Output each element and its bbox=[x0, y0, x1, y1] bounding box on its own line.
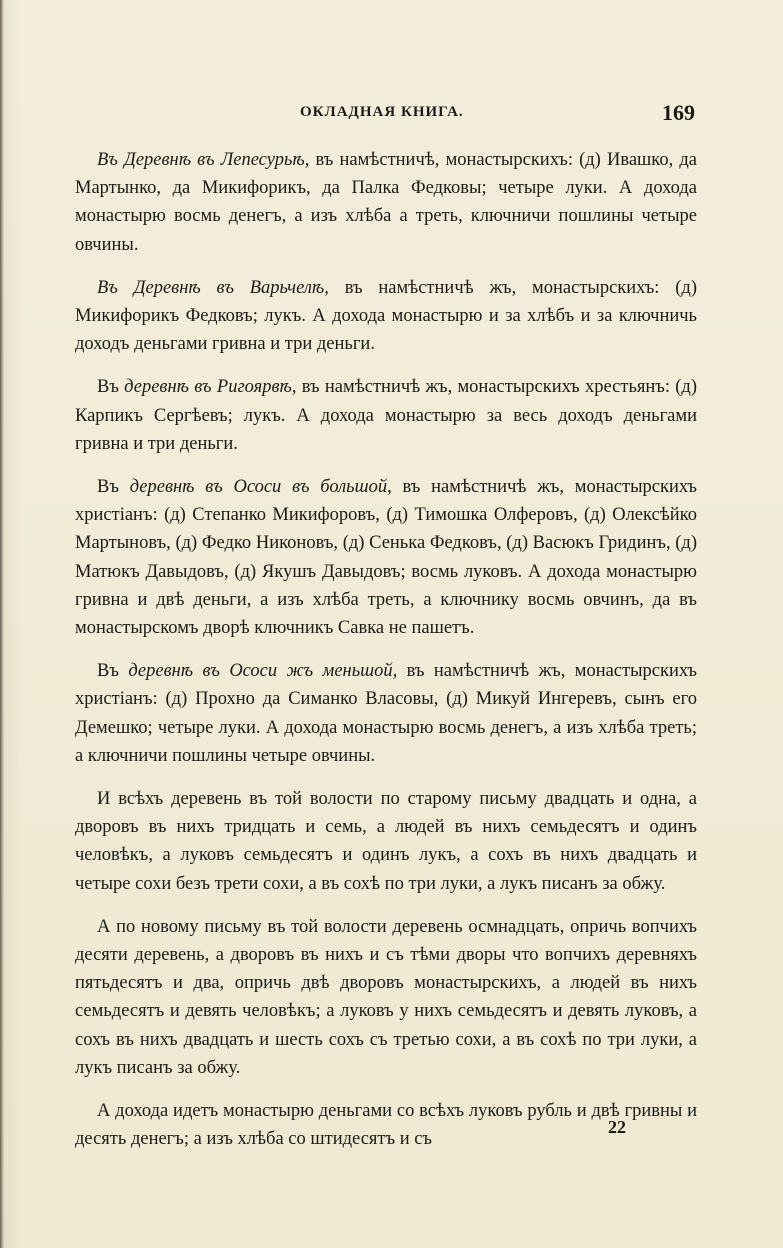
paragraph-text: въ намѣстничѣ жъ, монастырскихъ христіанъ: (д) Степанко Микифоровъ, (д) Тимошка Олферовъ, (д) Олексѣйко Мартыновъ, (д) Федко Никоновъ, (д) Сенька Федковъ, (д) Васюкъ Гридинъ, (д) Матюкъ Давыдовъ, (д) Якушъ Давыдовъ; восмь луковъ. А дохода монастырю гривна и двѣ деньги, а изъ хлѣба треть, а ключнику восмь овчинъ, да въ монастырскомъ дворѣ ключникъ Савка не пашетъ. bbox=[75, 477, 697, 639]
paragraph-italic-heading: Въ Деревнѣ въ Варьчелѣ, bbox=[97, 277, 329, 298]
paragraph bbox=[75, 274, 697, 359]
paragraph-text: въ намѣстничѣ жъ, монастырскихъ хрестьянъ: (д) Карпикъ Сергѣевъ; лукъ. А дохода монастырю за весь доходъ деньгами гривна и три деньги. bbox=[75, 377, 697, 454]
paragraph bbox=[75, 473, 697, 642]
paragraph-text: А дохода идетъ монастырю деньгами со всѣхъ луковъ рубль и двѣ гривны и десять денегъ; а изъ хлѣба со штидесятъ и съ bbox=[75, 1101, 697, 1150]
page-binding-edge bbox=[0, 0, 4, 1248]
paragraph bbox=[75, 146, 697, 259]
paragraph-lead: Въ bbox=[97, 477, 130, 498]
paragraph-text: въ намѣстничѣ, монастырскихъ: (д) Ивашко, да Мартынко, да Микифорикъ, да Палка Федковы; четыре луки. А дохода монастырю восмь денегъ, а изъ хлѣба а треть, ключничи пошлины четыре овчины. bbox=[75, 150, 697, 255]
signature-mark: 22 bbox=[608, 1117, 626, 1137]
page-header bbox=[75, 100, 695, 132]
paragraph-lead: Въ bbox=[97, 377, 125, 398]
paragraph-italic-heading: Въ Деревнѣ въ Лепесурьѣ, bbox=[97, 150, 310, 170]
paragraph-text: въ намѣстничѣ жъ, монастырскихъ христіанъ: (д) Прохно да Симанко Власовы, (д) Микуй Ингеревъ, сынъ его Демешко; четыре луки. А дохода монастырю восмь денегъ, а изъ хлѣба треть; а ключничи пошлины четыре овчины. bbox=[75, 661, 697, 766]
paragraph-text: А по новому письму въ той волости деревень осмнадцать, опричь вопчихъ десяти деревень, а дворовъ въ нихъ и съ тѣми дворы что вопчихъ деревняхъ пятьдесятъ и два, опричь двѣ дворовъ монастырскихъ, а людей въ нихъ семьдесятъ и девять человѣкъ; а луковъ у нихъ семьдесятъ и девять луковъ, а сохъ въ нихъ двадцать и шесть сохъ съ третью сохи, а въ сохѣ по три луки, а лукъ писанъ за обжу. bbox=[75, 916, 697, 1078]
paragraph bbox=[75, 913, 697, 1082]
paragraph-italic-heading: деревнѣ въ Ососи жъ меньшой, bbox=[128, 661, 398, 682]
page-number: 169 bbox=[662, 100, 695, 125]
paragraph-italic-heading: деревнѣ въ Ригоярвѣ, bbox=[124, 377, 297, 398]
paragraph-italic-heading: деревнѣ въ Ососи въ большой, bbox=[129, 477, 392, 498]
paragraph bbox=[75, 373, 697, 458]
paragraph-text: въ намѣстничѣ жъ, монастырскихъ: (д) Микифорикъ Федковъ; лукъ. А дохода монастырю и за хлѣбъ и за ключничь доходъ деньгами гривна и три деньги. bbox=[75, 277, 697, 355]
paragraph-lead: Въ bbox=[97, 661, 129, 682]
paragraph bbox=[75, 657, 697, 770]
paragraph bbox=[75, 1097, 697, 1153]
body-text bbox=[75, 146, 697, 1169]
running-head: ОКЛАДНАЯ КНИГА. bbox=[300, 104, 464, 120]
paragraph bbox=[75, 785, 697, 898]
paragraph-text: И всѣхъ деревень въ той волости по старому письму двадцать и одна, а дворовъ въ нихъ тридцать и семь, а людей въ нихъ семьдесятъ и одинъ человѣкъ, а луковъ семьдесятъ и одинъ лукъ, а сохъ въ нихъ двадцать и четыре сохи безъ трети сохи, а въ сохѣ по три луки, а лукъ писанъ за обжу. bbox=[75, 789, 697, 894]
